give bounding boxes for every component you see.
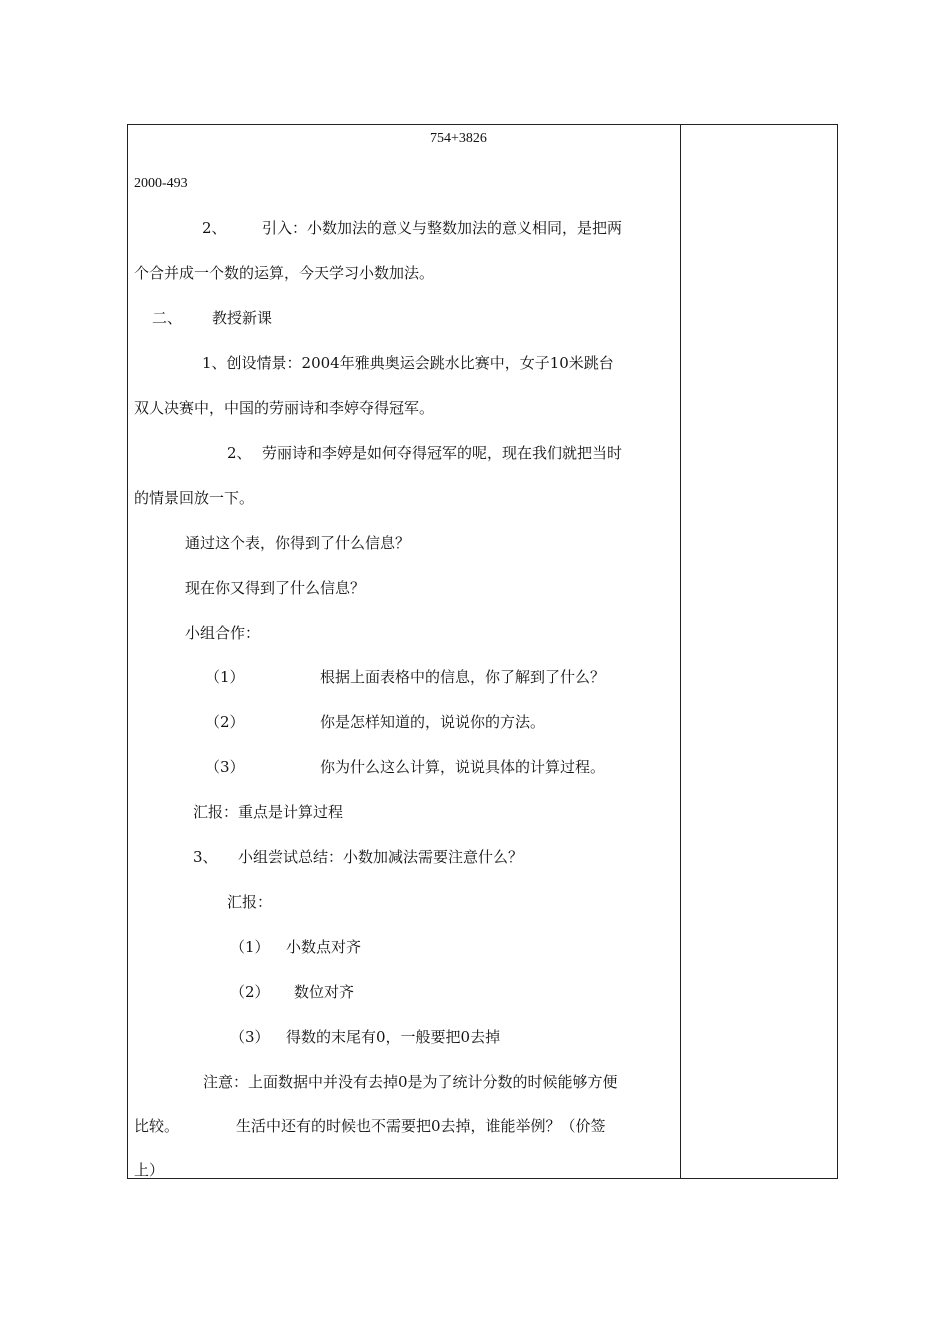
note-text-prefix: 比较。 <box>134 1117 180 1135</box>
section-heading: 教授新课 <box>212 309 273 327</box>
exercise-subtraction: 2000-493 <box>134 176 188 191</box>
step-number: 3、 <box>193 848 218 866</box>
section-number: 二、 <box>152 309 183 327</box>
summary-text: 小组尝试总结：小数加减法需要注意什么？ <box>238 848 524 866</box>
item-text: 根据上面表格中的信息，你了解到了什么？ <box>320 668 606 686</box>
item-text: 数位对齐 <box>294 983 355 1001</box>
column-divider <box>680 125 681 1178</box>
note-text-cont: 生活中还有的时候也不需要把0去掉，谁能举例？（价签 <box>236 1117 606 1135</box>
item-text: 得数的末尾有0，一般要把0去掉 <box>286 1028 501 1046</box>
step-number: 2、 <box>227 444 252 462</box>
intro-text-cont: 个合并成一个数的运算，今天学习小数加法。 <box>134 264 435 282</box>
question-text: 现在你又得到了什么信息？ <box>185 579 366 597</box>
group-work-label: 小组合作： <box>185 624 261 642</box>
item-text: 小数点对齐 <box>286 938 362 956</box>
replay-text-cont: 的情景回放一下。 <box>134 489 255 507</box>
item-number: （2） <box>230 983 270 1001</box>
scenario-text: 1、创设情景：2004年雅典奥运会跳水比赛中，女子10米跳台 <box>202 354 614 372</box>
note-text: 注意：上面数据中并没有去掉0是为了统计分数的时候能够方便 <box>203 1073 618 1091</box>
item-number: （3） <box>205 758 245 776</box>
replay-text: 劳丽诗和李婷是如何夺得冠军的呢，现在我们就把当时 <box>262 444 623 462</box>
scenario-text-cont: 双人决赛中，中国的劳丽诗和李婷夺得冠军。 <box>134 399 435 417</box>
intro-text: 引入：小数加法的意义与整数加法的意义相同，是把两 <box>262 219 623 237</box>
step-number: 2、 <box>202 219 227 237</box>
item-number: （2） <box>205 713 245 731</box>
item-number: （3） <box>230 1028 270 1046</box>
report-label: 汇报： <box>227 893 273 911</box>
item-number: （1） <box>230 938 270 956</box>
note-text-end: 上） <box>134 1161 165 1179</box>
item-number: （1） <box>205 668 245 686</box>
report-text: 汇报：重点是计算过程 <box>193 803 344 821</box>
item-text: 你是怎样知道的，说说你的方法。 <box>320 713 546 731</box>
exercise-addition: 754+3826 <box>430 131 487 146</box>
question-text: 通过这个表，你得到了什么信息？ <box>185 534 411 552</box>
item-text: 你为什么这么计算，说说具体的计算过程。 <box>320 758 606 776</box>
